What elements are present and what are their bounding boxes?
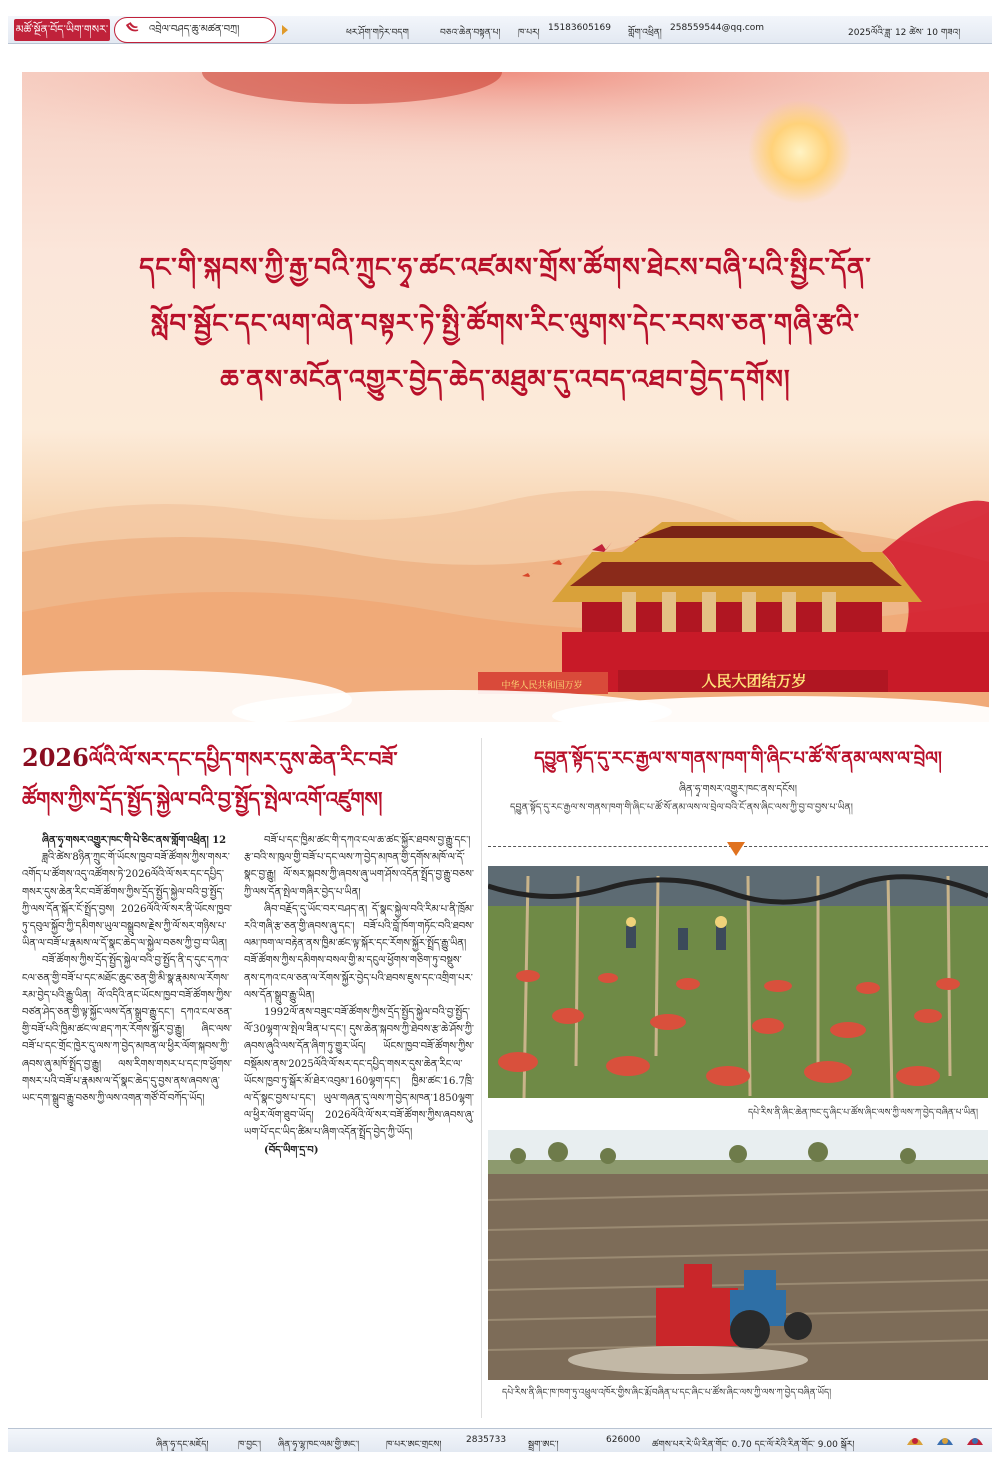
postcode-label: སྦྲག་ཨང་། — [528, 1440, 559, 1450]
article-column-1 — [22, 832, 232, 1412]
phone: 15183605169 — [548, 23, 611, 33]
photo-caption-1: དཔེ་རིས་ནི་ཞིང་ཆེན་ཁང་དུ་ཞིང་པ་ཚོས་ཞིང་ལས་ཀྱི་ལས་ཀ་བྱེད་བཞིན་པ་ཡིན། — [747, 1108, 978, 1118]
headline-line: ཆ་ནས་མངོན་འགྱུར་བྱེད་ཆེད་མཐུམ་དུ་འབད་འཐབ་བྱེད་དགོས། — [220, 365, 791, 395]
photo-tractor — [488, 1130, 988, 1380]
tractor-photo-illustration — [488, 1130, 988, 1380]
email: 258559544@qq.com — [670, 23, 765, 33]
arrow-icon — [282, 25, 288, 35]
fax: 2835733 — [466, 1435, 507, 1445]
right-article-lead: དབྱུན་སྟོད་དུ་རང་རྒྱལ་ས་གནས་ཁག་གི་ཞིང་པ་ཚོ་སོ་ནམ་ལས་ལ་བྲེལ་བའི་ངོ་ནས་ཞིང་ལས་ཀྱི་བྱ་བ་བྱས་པ་ཡིན། — [510, 802, 853, 813]
article-column-2 — [244, 832, 474, 1412]
date: 2025ལོའི་ཟླ་ 12 ཚེས་ 10 གཟའ། — [848, 28, 961, 38]
sun — [748, 100, 852, 204]
masthead: མཚོ་སྔོན་བོད་ཡིག་གསར་འགྱུར། — [14, 19, 110, 41]
farm-photo-illustration — [488, 866, 988, 1098]
photo-farm-workers — [488, 866, 988, 1098]
title-line1: ལོའི་ལོ་སར་དང་དཔྱིད་གསར་དུས་ཆེན་རིང་བཟོ་ — [88, 747, 398, 771]
address: ཞིན་ཧྭ་ལྷ་ཁང་ལམ་གྱི་ཨང་། — [278, 1440, 360, 1450]
reporter: བཅའ་ཆེན་བསྟན་པ། — [440, 28, 501, 38]
fax-label: ཁ་པར་ཨང་གྲངས། — [386, 1440, 442, 1450]
byline: ཞིན་ཧྭ་གསར་འགྱུར་ཁང་གི་པེ་ཅིང་ནས་གློག་འཕྲིན། 12 — [42, 835, 227, 846]
title-number: 2026 — [22, 743, 89, 772]
page-header — [8, 16, 992, 58]
ornament-icon — [936, 1433, 954, 1447]
price: ཚགས་པར་རེ་ཡི་རིན་གོང་ 0.70 དང་ལོ་རེའི་རིན་གོང་ 9.00 སྒོར། — [652, 1440, 855, 1450]
postcode: 626000 — [606, 1435, 641, 1445]
left-article-title — [22, 738, 474, 819]
paragraph: 1992ལོ་ནས་བཟུང་བཟོ་ཚོགས་ཀྱིས་དྲོད་སྤྱོད་སྐྱེལ་བའི་བྱ་སྤྱོད་ལོ་30ལྷག་ལ་སྤེལ་ཟིན་པ་དང་། དུས་ཆེན་སྐབས་ཀྱི་ཐེབས་རྩ་ཆེ་ཤོས་ཀྱི་ཞབས་ཞུའི་ལས་དོན་ཞིག་ཏུ་གྱུར་ཡོད། ཡོངས་ཁྱབ་བཟོ་ཚོགས་ཀྱིས་བསྡོམས་ནས་2025ལོའི་ལོ་སར་དང་དཔྱིད་གསར་དུས་ཆེན་རིང་ལ་ཡོངས་ཁྱབ་ཏུ་སྒོར་མོ་ཐེར་འབུམ་160ལྷག་དང་། ཁྱིམ་ཚང་16.7ཁྲི་ལ་དོ་སྣང་བྱས་པ་དང་། ཡུལ་གཞན་དུ་ལས་ཀ་བྱེད་མཁན་1850ལྷག་ལ་ཕྱིར་ལོག་ཐུབ་ཡོད། 2026ལོའི་ལོ་སར་བཟོ་ཚོགས་ཀྱིས་ཞབས་ཞུ་ཡག་པོ་དང་ཡིད་ཚིམ་པ་ཞིག་འདོན་སྤྲོད་བྱེད་ཀྱི་ཡོད། — [244, 1007, 474, 1139]
ornament-icon — [906, 1433, 924, 1447]
right-article-subtitle: ཞིན་ཧྭ་གསར་འགྱུར་ཁང་ནས་དངོས། — [679, 784, 797, 795]
publisher: ཞིན་ཧྭ་དང་མཇོད། — [156, 1440, 209, 1450]
headline-line: དང་གི་སྐབས་ཀྱི་རྒྱ་བའི་ཀྲུང་ཧྭ་ཚང་འཛམས་གྲོས་ཚོགས་ཐེངས་བཞི་པའི་སྤྱིང་དོན་ — [139, 253, 872, 283]
right-article-title: དབྱུན་སྟོད་དུ་རང་རྒྱལ་ས་གནས་ཁག་གི་ཞིང་པ་ཚོ་སོ་ནམ་ལས་ལ་བྲེལ། — [534, 748, 942, 769]
page-number: ༤ — [125, 19, 139, 40]
address-label: ཁ་བྱང་། — [238, 1440, 262, 1450]
paragraph: ཟླའི་ཚེས་8ཉིན་ཀྲུང་གོ་ཡོངས་ཁྱབ་བཟོ་ཚོགས་ཀྱིས་གསར་འགོད་པ་ཚོགས་འདུ་འཚོགས་ཏེ་2026ལོའི་ལོ་སར་དང་དཔྱིད་གསར་དུས་ཆེན་རིང་བཟོ་ཚོགས་ཀྱིས་དྲོད་སྤྱོད་སྐྱེལ་བའི་བྱ་སྤྱོད་ཀྱི་ལས་དོན་སྐོར་ངོ་སྤྲོད་བྱས། 2026ལོའི་ལོ་སར་ནི་ཡོངས་ཁྱབ་ཏུ་དབུལ་སྐྱོབ་ཀྱི་དམིགས་ཡུལ་བསྒྲུབས་རྗེས་ཀྱི་ལོ་སར་གཉིས་པ་ཡིན་ལ་བཟོ་པ་རྣམས་ལ་དོ་སྣང་ཆེད་ལ་སྐྱེལ་བཅས་ཀྱི་བྱ་བ་ཡིན། — [22, 852, 232, 950]
email-label: གློག་འཕྲིན། — [628, 28, 662, 38]
ornament-icon — [966, 1433, 984, 1447]
column-divider — [481, 738, 482, 1418]
paragraph: ཞིབ་བརྗོད་དུ་ཡོང་བར་བཤད་ན། དོ་སྣང་སྐྱེལ་བའི་རིམ་པ་ནི་ཁྲོམ་རའི་གཞི་རྩ་ཅན་གྱི་ཞབས་ཞུ་དང་། བཟོ་པའི་བློ་ཁོག་གཏོང་བའི་ཐབས་ལམ་ཁག་ལ་བརྟེན་ནས་ཁྱིམ་ཚང་ལྟ་སྐོར་དང་རོགས་སྐྱོར་སྤྲོད་རྒྱུ་ཡིན། བཟོ་ཚོགས་ཀྱིས་དམིགས་བསལ་གྱི་མ་དངུལ་ཕྱོགས་གཅིག་ཏུ་བསྡུས་ནས་དཀའ་ངལ་ཅན་ལ་རོགས་སྐྱོར་བྱེད་པའི་ཐབས་ཇུས་དང་འགྲིག་པར་ལས་དོན་སྒྲུབ་རྒྱུ་ཡིན། — [244, 903, 474, 1001]
gate-plaque: 人民大团结万岁 — [701, 672, 807, 690]
page-footer — [8, 1428, 992, 1452]
issue-badge — [114, 17, 276, 43]
banner-headline — [42, 240, 969, 408]
headline-line: སློབ་སྦྱོང་དང་ལག་ལེན་བསྟར་ཏེ་སྤྱི་ཚོགས་རིང་ལུགས་དེང་རབས་ཅན་གཞི་རྩའི་ — [150, 309, 861, 339]
down-arrow-icon — [727, 842, 745, 856]
title-line2: ཚོགས་ཀྱིས་དྲོད་སྤྱོད་སྐྱེལ་བའི་བྱ་སྤྱོད་སྤེལ་འགོ་འཛུགས། — [22, 787, 383, 811]
gate-plaque-left: 中华人民共和国万岁 — [501, 681, 583, 691]
phone-label: ཁ་པར། — [518, 28, 540, 38]
editor: ཕར་ཤོག་གཏེར་བདག — [346, 28, 409, 38]
hero-banner — [22, 72, 989, 722]
section-name: འབྲེལ་བཤད་ཆུ་མཚན་བཀྲ། — [149, 24, 240, 35]
photo-caption-2: དཔེ་རིས་ནི་ཞིང་ཁ་ཁག་ཏུ་འཕྲུལ་འཁོར་གྱིས་ཞིང་རྨོ་བཞིན་པ་དང་ཞིང་པ་ཚོས་ཞིང་ལས་ཀྱི་ལས་ཀ་བྱེད་བཞིན་ཡོད། — [502, 1388, 832, 1398]
paragraph: བཟོ་ཚོགས་ཀྱིས་དྲོད་སྤྱོད་སྐྱེལ་བའི་བྱ་སྤྱོད་ནི་ད་དུང་དཀའ་ངལ་ཅན་གྱི་བཟོ་པ་དང་མཐོང་ཆུང་ཅན་གྱི་མི་སྣ་རྣམས་ལ་རོགས་རམ་བྱེད་པའི་རྒྱུ་ཡིན། ལོ་འདིའི་ནང་ཡོངས་ཁྱབ་བཟོ་ཚོགས་ཀྱིས་བཙན་ཤེད་ཅན་གྱི་ལྟ་སྐྱོང་ལས་དོན་སྒྲུབ་རྒྱུ་དང་། དཀའ་ངལ་ཅན་གྱི་བཟོ་པའི་ཁྱིམ་ཚང་ལ་ཐད་ཀར་རོགས་སྐྱོར་བྱ་རྒྱུ། ཞིང་ལས་བཟོ་པ་དང་གྲོང་ཁྱེར་དུ་ལས་ཀ་བྱེད་མཁན་ལ་ཕྱིར་ལོག་སྐབས་ཀྱི་ཞབས་ཞུ་མཁོ་སྤྲོད་བྱ་རྒྱུ། ལས་རིགས་གསར་པ་དང་ཁ་ཕྱོགས་གསར་པའི་བཟོ་པ་རྣམས་ལ་དོ་སྣང་ཆེད་དུ་བྱས་ནས་ཞབས་ཞུ་ཡང་དག་སྒྲུབ་རྒྱུ་བཅས་ཀྱི་ལས་འགན་གཙོ་བོ་བཀོད་ཡོད། — [22, 955, 232, 1105]
paragraph: བཟོ་པ་དང་ཁྱིམ་ཚང་གི་དཀའ་ངལ་ཆ་ཚང་སྐྱོར་ཐབས་བྱ་རྒྱུ་དང་། རྩ་བའི་ས་ཁུལ་གྱི་བཟོ་པ་དང་ལས་ཀ་བྱེད་མཁན་གྱི་དགོས་མཁོ་ལ་དོ་སྣང་བྱ་རྒྱུ། ལོ་སར་སྐབས་ཀྱི་ཞབས་ཞུ་ཡག་ཤོས་འདོན་སྤྲོད་བྱ་རྒྱུ་བཅས་ཀྱི་ལས་དོན་སྤེལ་གཞིར་བྱེད་པ་ཡིན། — [244, 835, 474, 898]
article-source: (བོད་ཡིག་དྲ་བ) — [264, 1144, 319, 1156]
